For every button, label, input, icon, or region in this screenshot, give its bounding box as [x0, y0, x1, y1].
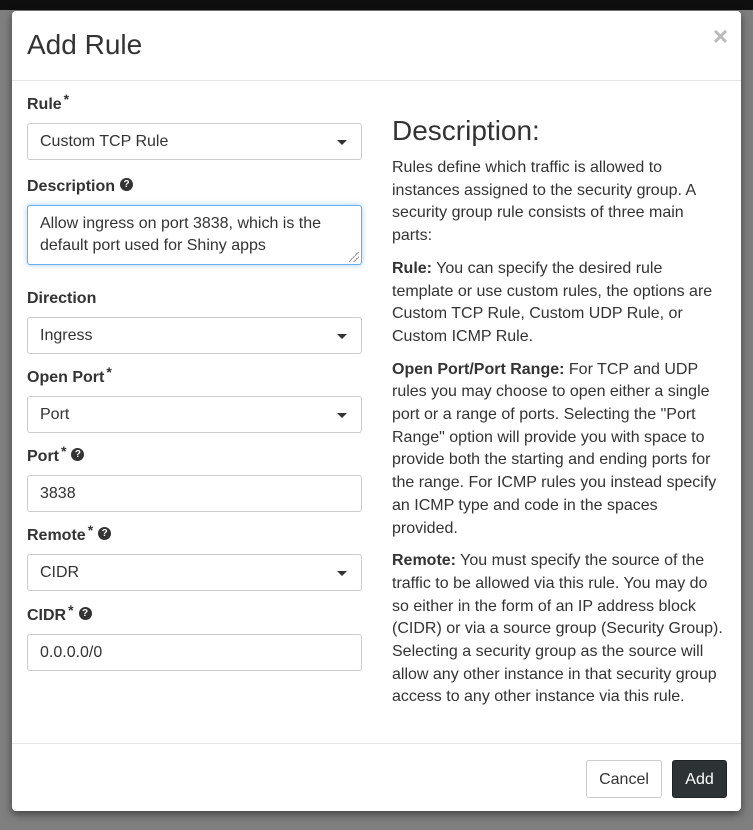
- cancel-button[interactable]: Cancel: [586, 760, 662, 798]
- chevron-down-icon: [337, 413, 347, 418]
- help-port-paragraph: Open Port/Port Range: For TCP and UDP rules you may choose to open either a single port or a range of ports. Selecting the "Port Range" option will provide you with space to provide both the starting and ending ports for the range. For ICMP rules you instead specify an ICMP type and code in the spaces provided.: [392, 360, 717, 537]
- help-heading: Description:: [392, 115, 540, 146]
- remote-select-value: CIDR: [40, 564, 80, 581]
- cidr-field-group: [27, 602, 362, 671]
- description-label: Description ?: [27, 178, 362, 198]
- help-remote-paragraph: Remote: You must specify the source of the traffic to be allowed via this rule. You may do so either in the form of an IP address block (CIDR) or via a source group (Security Group). Selecting a security group as the source will allow any other instance in that security group access to any other instance via this rule.: [392, 552, 723, 706]
- modal-title: Add Rule: [27, 29, 143, 60]
- direction-select-value: Ingress: [40, 327, 93, 344]
- port-input[interactable]: 3838: [27, 475, 362, 512]
- help-remote-term: Remote:: [392, 552, 457, 570]
- question-circle-icon[interactable]: ?: [79, 607, 92, 620]
- description-field-group: [27, 178, 362, 265]
- chevron-down-icon: [337, 334, 347, 339]
- cidr-input[interactable]: 0.0.0.0/0: [27, 634, 362, 671]
- question-circle-icon[interactable]: ?: [71, 448, 84, 461]
- resize-handle-icon[interactable]: [349, 252, 359, 262]
- rule-select-value: Custom TCP Rule: [40, 133, 169, 150]
- open-port-field-group: [27, 364, 362, 433]
- modal-footer: [12, 743, 741, 811]
- modal-header: [12, 11, 741, 81]
- description-textarea[interactable]: [27, 205, 362, 265]
- help-rule-term: Rule:: [392, 259, 432, 277]
- help-rule-paragraph: Rule: You can specify the desired rule template or use custom rules, the options are Custom TCP Rule, Custom UDP Rule, or Custom ICMP Rule.: [392, 259, 713, 345]
- direction-select[interactable]: [27, 317, 362, 354]
- port-label: Port * ?: [27, 448, 362, 468]
- add-button[interactable]: Add: [672, 760, 727, 798]
- remote-field-group: [27, 522, 362, 591]
- rule-label: Rule *: [27, 91, 70, 113]
- open-port-label: Open Port *: [27, 364, 112, 386]
- remote-label: Remote * ?: [27, 527, 362, 547]
- required-marker: *: [63, 91, 70, 107]
- chevron-down-icon: [337, 140, 347, 145]
- question-circle-icon[interactable]: ?: [120, 178, 133, 191]
- rule-select[interactable]: [27, 123, 362, 160]
- direction-label: Direction: [27, 290, 97, 307]
- help-port-term: Open Port/Port Range:: [392, 360, 565, 378]
- direction-field-group: [27, 290, 362, 354]
- port-field-group: [27, 443, 362, 512]
- required-marker: *: [68, 602, 74, 618]
- open-port-select-value: Port: [40, 406, 70, 423]
- rule-field-group: [27, 91, 362, 160]
- close-icon[interactable]: ×: [712, 21, 728, 51]
- open-port-select[interactable]: [27, 396, 362, 433]
- required-marker: *: [61, 443, 67, 459]
- question-circle-icon[interactable]: ?: [98, 527, 111, 540]
- remote-select[interactable]: [27, 554, 362, 591]
- add-rule-dialog: [12, 11, 741, 811]
- help-panel: [392, 115, 727, 719]
- cidr-label: CIDR * ?: [27, 607, 362, 627]
- help-intro: Rules define which traffic is allowed to instances assigned to the security group. A security group rule consists of three main parts:: [392, 159, 696, 245]
- required-marker: *: [106, 364, 112, 380]
- required-marker: *: [87, 522, 94, 538]
- chevron-down-icon: [337, 571, 347, 576]
